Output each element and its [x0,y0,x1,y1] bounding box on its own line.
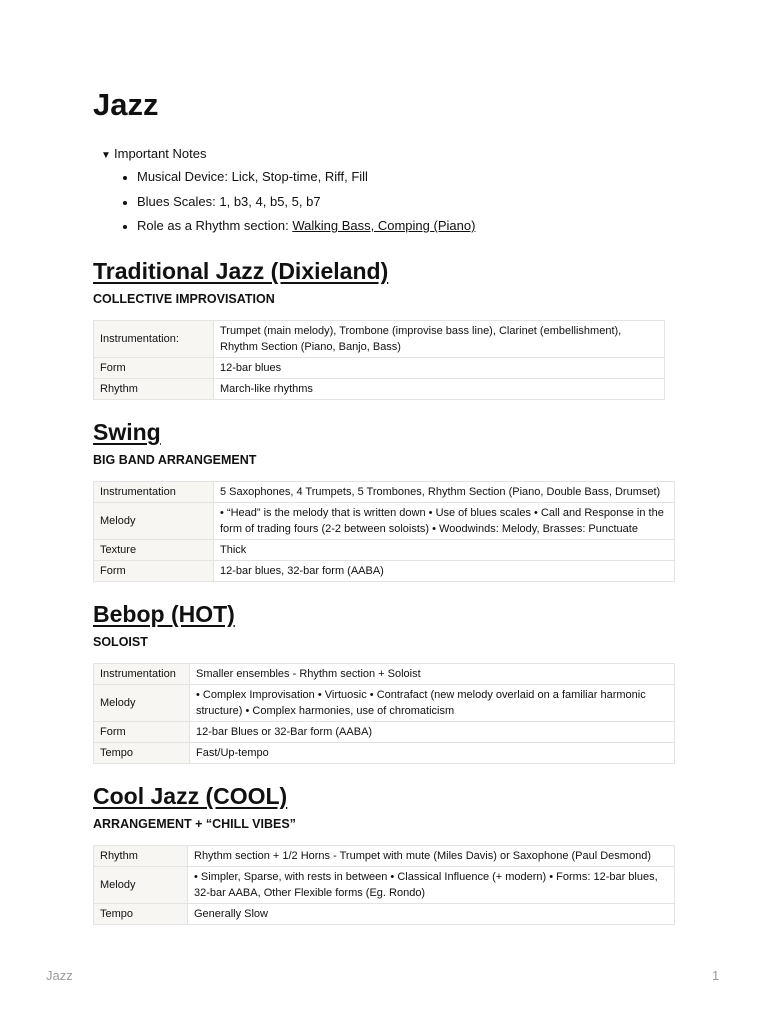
section-heading: Traditional Jazz (Dixieland) [93,258,389,284]
note-link[interactable]: Walking Bass, Comping (Piano) [292,218,476,233]
table-row: Form 12-bar blues, 32-bar form (AABA) [94,561,675,582]
info-table [93,481,675,582]
page-number: 1 [712,968,720,983]
table-row: Instrumentation 5 Saxophones, 4 Trumpets, 5 Trombones, Rhythm Section (Piano, Double Bass, Drumset) [94,482,675,503]
table-row: Tempo Fast/Up-tempo [94,743,675,764]
section-subheading: SOLOIST [93,635,148,649]
table-row: Instrumentation: Trumpet (main melody), Trombone (improvise bass line), Clarinet (embellishment), Rhythm Section (Piano, Banjo, Bass) [94,321,665,358]
info-table [93,845,675,925]
notes-list [93,168,475,242]
table-row: Rhythm Rhythm section + 1/2 Horns - Trumpet with mute (Miles Davis) or Saxophone (Paul Desmond) [94,846,675,867]
section-bebop [93,600,675,764]
list-item: Role as a Rhythm section: Walking Bass, Comping (Piano) [137,217,475,242]
table-row: Rhythm March-like rhythms [94,379,665,400]
section-subheading: COLLECTIVE IMPROVISATION [93,292,275,306]
table-row: Form 12-bar blues [94,358,665,379]
toggle-triangle-icon: ▼ [101,150,111,161]
toggle-label: Important Notes [114,146,207,161]
section-subheading: ARRANGEMENT + “CHILL VIBES” [93,817,296,831]
section-subheading: BIG BAND ARRANGEMENT [93,453,257,467]
table-row: Melody • Simpler, Sparse, with rests in between • Classical Influence (+ modern) • Forms: 12-bar blues, 32-bar AABA, Other Flexible forms (Eg. Rondo) [94,867,675,904]
section-heading: Cool Jazz (COOL) [93,783,288,809]
table-row: Melody • Complex Improvisation • Virtuosic • Contrafact (new melody overlaid on a familiar harmonic structure) • Complex harmonies, use of chromaticism [94,685,675,722]
section-heading: Swing [93,419,161,445]
table-row: Form 12-bar Blues or 32-Bar form (AABA) [94,722,675,743]
list-item: Blues Scales: 1, b3, 4, b5, 5, b7 [137,193,475,218]
info-table [93,320,665,400]
table-row: Melody • “Head” is the melody that is written down • Use of blues scales • Call and Response in the form of trading fours (2-2 between soloists) • Woodwinds: Melody, Brasses: Punctuate [94,503,675,540]
important-notes-toggle[interactable] [101,145,207,165]
info-table [93,663,675,764]
footer-title: Jazz [46,968,73,983]
page-title: Jazz [93,87,159,122]
section-cool-jazz [93,782,675,925]
section-traditional-jazz [93,257,665,400]
list-item: Musical Device: Lick, Stop-time, Riff, Fill [137,168,475,193]
table-row: Tempo Generally Slow [94,904,675,925]
table-row: Texture Thick [94,540,675,561]
section-heading: Bebop (HOT) [93,601,235,627]
table-row: Instrumentation Smaller ensembles - Rhythm section + Soloist [94,664,675,685]
section-swing [93,418,675,582]
